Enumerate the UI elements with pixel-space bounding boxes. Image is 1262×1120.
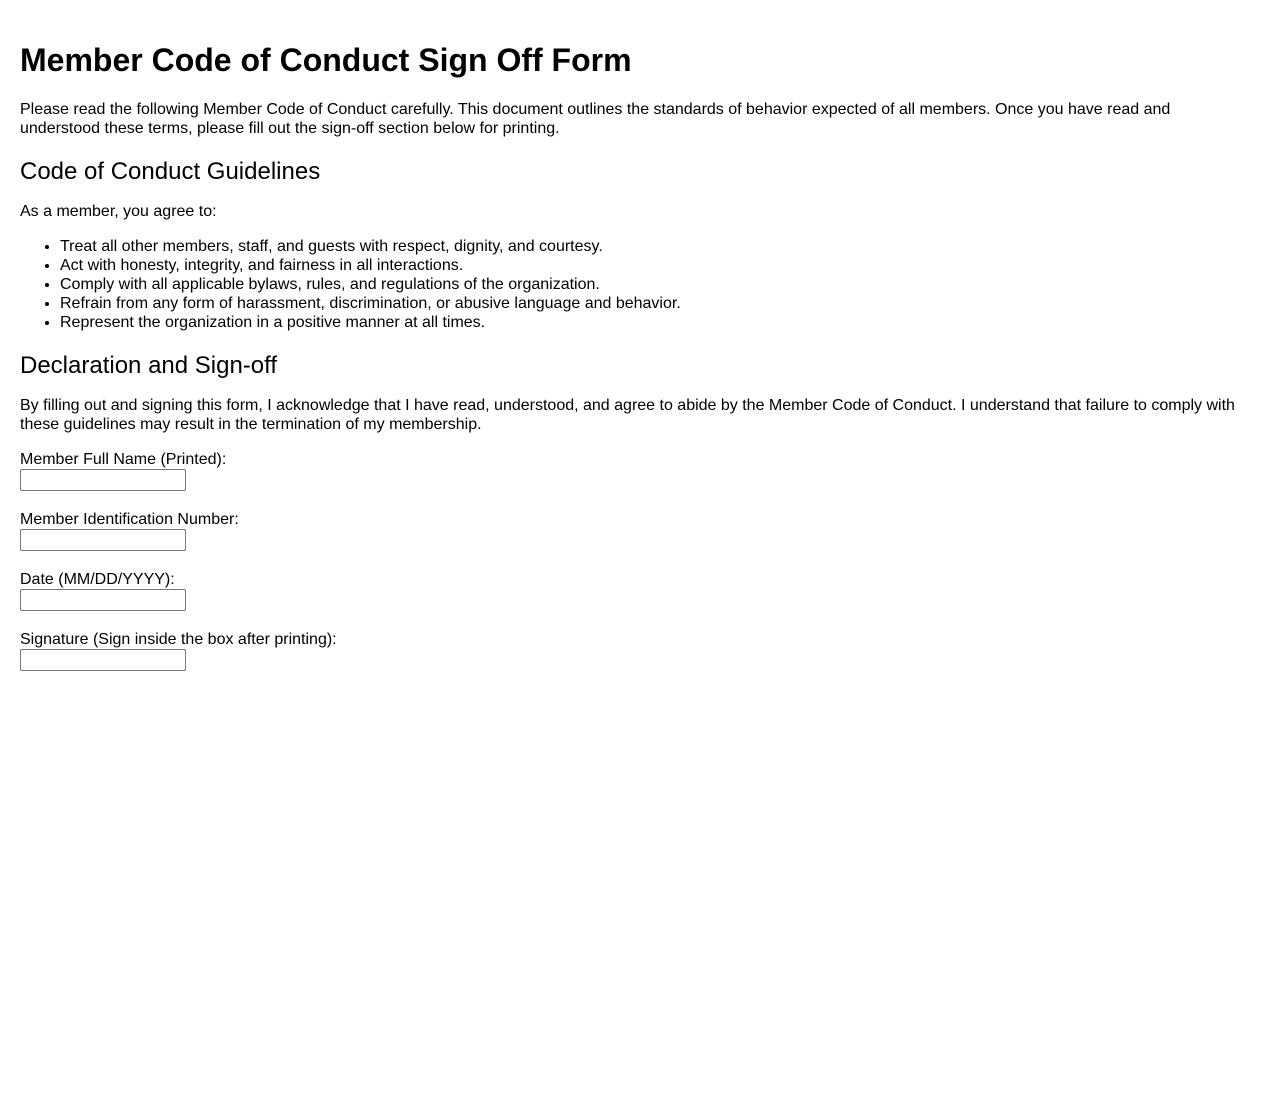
guidelines-lead: As a member, you agree to: — [20, 203, 217, 220]
signoff-form — [20, 450, 1242, 671]
full-name-field-group — [20, 450, 1242, 491]
list-item: • Treat all other members, staff, and guests with respect, dignity, and courtesy. — [60, 237, 1242, 256]
intro-paragraph: Please read the following Member Code of Conduct carefully. This document outlines the standards of behavior expected of all members. Once you have read and understood these terms, please fill out the sign-off section below for printing. — [20, 101, 1171, 137]
page-title: Member Code of Conduct Sign Off Form — [20, 42, 632, 78]
list-item: • Comply with all applicable bylaws, rules, and regulations of the organization. — [60, 275, 1242, 294]
date-field-group — [20, 570, 1242, 611]
member-id-input[interactable] — [20, 529, 186, 551]
signature-field-group — [20, 630, 1242, 671]
signature-input[interactable] — [20, 649, 186, 671]
signature-label: Signature (Sign inside the box after printing): — [20, 631, 337, 648]
member-id-field-group — [20, 510, 1242, 551]
full-name-label: Member Full Name (Printed): — [20, 451, 227, 468]
date-input[interactable] — [20, 589, 186, 611]
list-item: • Act with honesty, integrity, and fairness in all interactions. — [60, 256, 1242, 275]
list-item: • Represent the organization in a positive manner at all times. — [60, 313, 1242, 332]
date-label: Date (MM/DD/YYYY): — [20, 571, 175, 588]
guidelines-heading: Code of Conduct Guidelines — [20, 158, 321, 185]
declaration-section — [20, 352, 1242, 671]
declaration-heading: Declaration and Sign-off — [20, 352, 278, 379]
guidelines-list — [20, 237, 1242, 332]
guidelines-section — [20, 158, 1242, 332]
declaration-text: By filling out and signing this form, I acknowledge that I have read, understood, and agree to abide by the Member Code of Conduct. I understand that failure to comply with these guidelines may result in the termination of my membership. — [20, 397, 1235, 433]
full-name-input[interactable] — [20, 469, 186, 491]
member-id-label: Member Identification Number: — [20, 511, 239, 528]
list-item: • Refrain from any form of harassment, discrimination, or abusive language and behavior. — [60, 294, 1242, 313]
